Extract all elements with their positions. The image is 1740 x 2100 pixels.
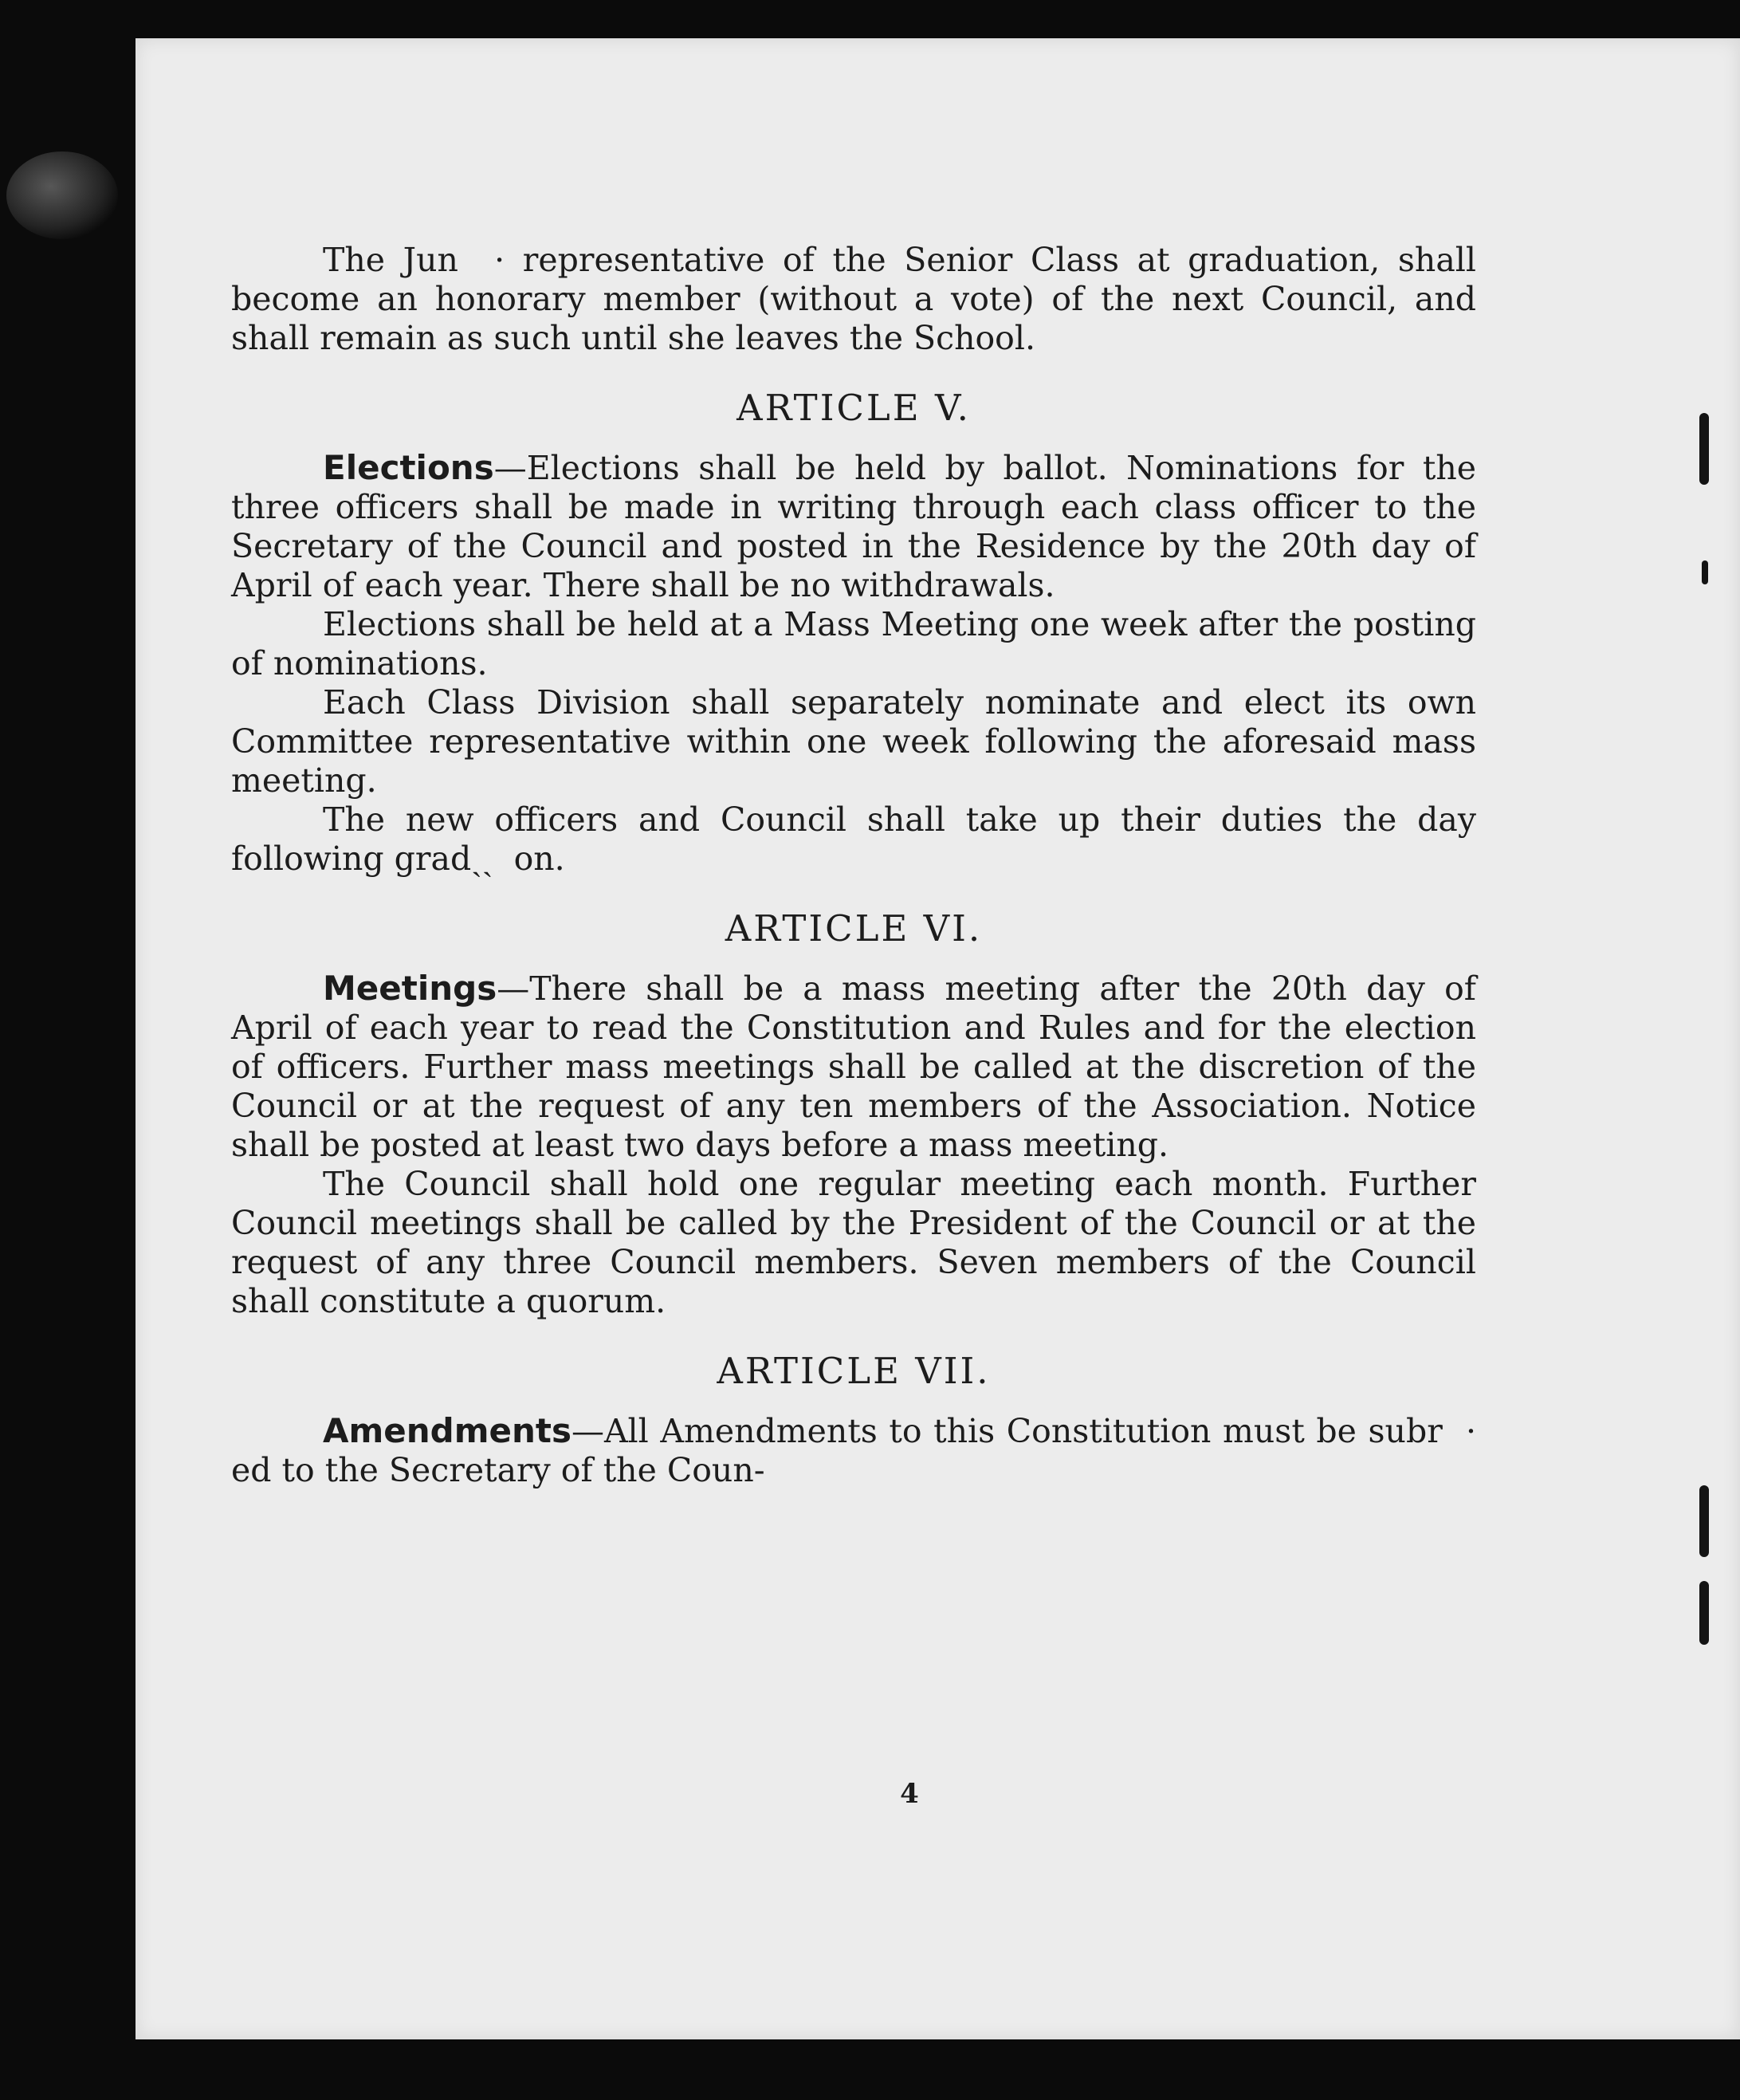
staple-mark-top-small	[1702, 560, 1708, 584]
paragraph-junior-representative: The Jun · representative of the Senior Class at graduation, shall become an honorary member (without a vote) of the next Council, and shall remain as such until she leaves the School.	[231, 241, 1476, 357]
page-number: 4	[900, 1778, 919, 1810]
article-5-paragraph-2: Elections shall be held at a Mass Meeting one week after the posting of nominations.	[231, 605, 1476, 682]
article-6-lead: Meetings	[323, 969, 497, 1008]
paper-fragment	[6, 151, 118, 239]
article-5-lead: Elections	[323, 448, 494, 487]
staple-mark-top	[1699, 413, 1709, 485]
article-6-meetings-text: —There shall be a mass meeting after the 20th day of April of each year to read the Constitution and Rules and for the election of officers. Further mass meetings shall be called at the discretion of the Council or at the request of any ten members of the Association. Notice shall be posted at least two days before a mass meeting.	[231, 969, 1476, 1164]
article-6-meetings-paragraph	[231, 969, 1476, 1165]
staple-mark-bottom	[1699, 1485, 1709, 1557]
article-7-lead: Amendments	[323, 1411, 571, 1450]
article-7-amendments-paragraph	[231, 1411, 1476, 1490]
article-5-paragraph-3: Each Class Division shall separately nominate and elect its own Committee representative within one week following the aforesaid mass meeting.	[231, 683, 1476, 800]
article-7-heading: ARTICLE VII.	[717, 1350, 991, 1392]
article-5-elections-paragraph	[231, 448, 1476, 605]
article-5-heading: ARTICLE V.	[736, 387, 971, 429]
article-6-heading: ARTICLE VI.	[725, 907, 983, 950]
article-7-amendments-text: —All Amendments to this Constitution must be subr · ed to the Secretary of the Coun-	[231, 1412, 1476, 1489]
staple-mark-bottom-small	[1699, 1581, 1709, 1645]
document-text	[231, 241, 1476, 1490]
article-5-elections-text: —Elections shall be held by ballot. Nominations for the three officers shall be made in writing through each class officer to the Secretary of the Council and posted in the Residence by the 20th day of April of each year. There shall be no withdrawals.	[231, 449, 1476, 604]
article-6-paragraph-2: The Council shall hold one regular meeting each month. Further Council meetings shall be called by the President of the Council or at the request of any three Council members. Seven members of the Council shall constitute a quorum.	[231, 1165, 1476, 1320]
article-5-paragraph-4: The new officers and Council shall take up their duties the day following gradˎˎ on.	[231, 800, 1476, 878]
